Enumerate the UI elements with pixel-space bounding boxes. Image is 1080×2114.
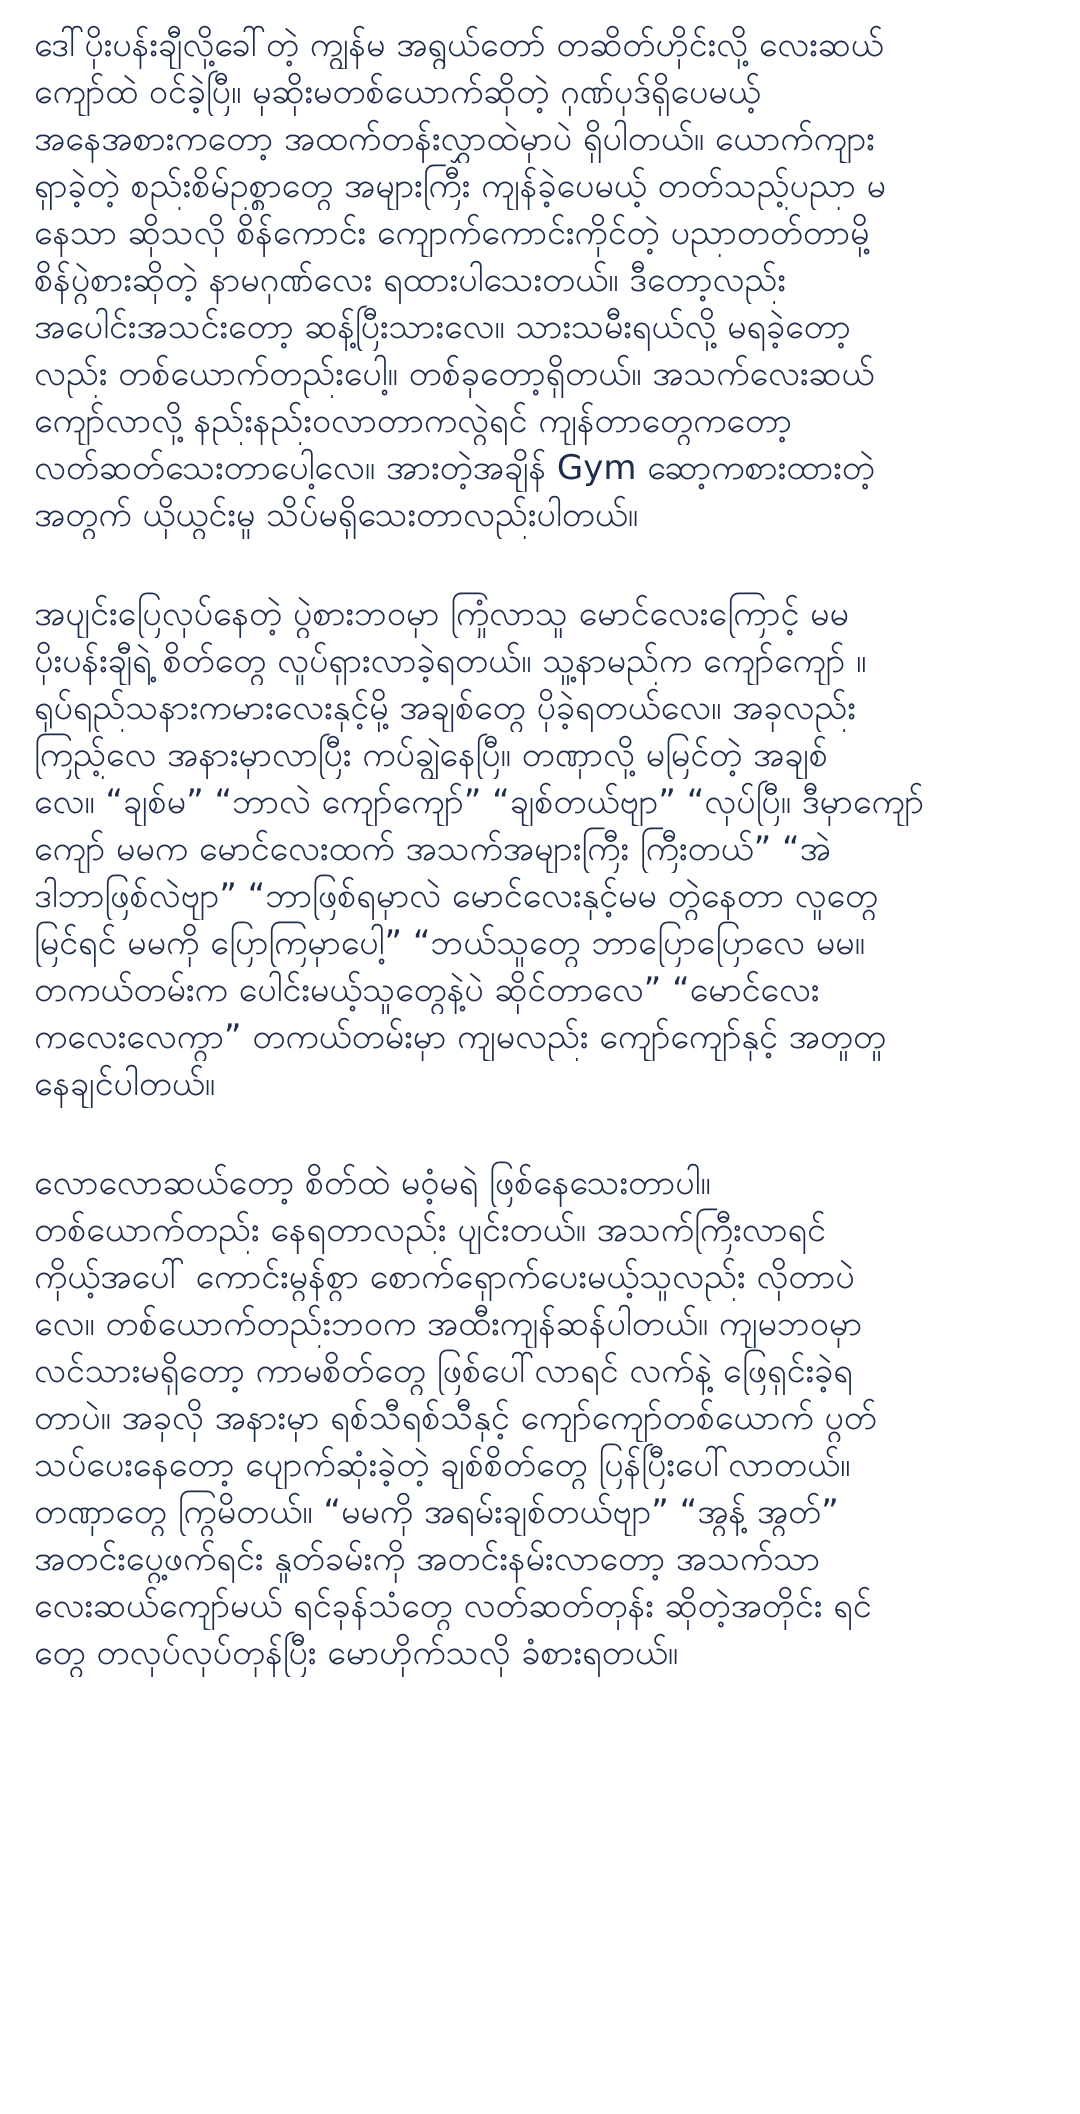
- text-line: ဒေါ်ပိုးပန်းချီလို့ခေါ်တဲ့ ကျွန်မ အရွယ်တော် တဆိတ်ဟိုင်းလို့ လေးဆယ်: [34, 25, 884, 65]
- text-line: နေသာ ဆိုသလို စိန်ကောင်း ကျောက်ကောင်းကိုင်တဲ့ ပညာတတ်တာမို့: [34, 213, 870, 253]
- text-line: တွေ တလုပ်လုပ်တုန်ပြီး မောဟိုက်သလို ခံစားရတယ်။: [34, 1633, 678, 1673]
- text-line: လောလောဆယ်တော့ စိတ်ထဲ မဝံ့မရဲ ဖြစ်နေသေးတာပါ။: [34, 1163, 711, 1203]
- text-line: တဏှာတွေ ကြွမိတယ်။ “မမကို အရမ်းချစ်တယ်ဗျာ” “အွန့် အွတ်”: [34, 1492, 839, 1532]
- text-line: တစ်ယောက်တည်း နေရတာလည်း ပျင်းတယ်။ အသက်ကြီးလာရင်: [34, 1210, 826, 1250]
- text-line: လေးဆယ်ကျော်မယ် ရင်ခုန်သံတွေ လတ်ဆတ်တုန်း ဆိုတဲ့အတိုင်း ရင်: [34, 1586, 872, 1626]
- text-line: ကျော်ထဲ ဝင်ခဲ့ပြီ။ မုဆိုးမတစ်ယောက်ဆိုတဲ့ ဂုဏ်ပုဒ်ရှိပေမယ့်: [34, 72, 761, 112]
- text-line: လတ်ဆတ်သေးတာပေါ့လေ။ အားတဲ့အချိန် Gym ဆော့ကစားထားတဲ့: [34, 448, 875, 488]
- text-line: ရှာခဲ့တဲ့ စည်းစိမ်ဥစ္စာတွေ အများကြီး ကျန်ခဲ့ပေမယ့် တတ်သည့်ပညာ မ: [34, 166, 886, 206]
- paragraph-1: [34, 22, 1050, 539]
- text-line: ကလေးလေကွာ” တကယ်တမ်းမှာ ကျမလည်း ကျော်ကျော်နှင့် အတူတူ: [34, 1017, 887, 1057]
- text-line: ပိုးပန်းချီရဲ့ စိတ်တွေ လှုပ်ရှားလာခဲ့ရတယ်။ သူ့နာမည်က ကျော်ကျော် ။: [34, 641, 867, 681]
- text-line: စိန်ပွဲစားဆိုတဲ့ နာမဂုဏ်လေး ရထားပါသေးတယ်။ ဒီတော့လည်း: [34, 260, 786, 300]
- text-line: အနေအစားကတော့ အထက်တန်းလွှာထဲမှာပဲ ရှိပါတယ်။ ယောက်ကျား: [34, 119, 875, 159]
- text-line: တာပဲ။ အခုလို အနားမှာ ရစ်သီရစ်သီနှင့် ကျော်ကျော်တစ်ယောက် ပွတ်: [34, 1398, 877, 1438]
- text-line: တကယ်တမ်းက ပေါင်းမယ့်သူတွေနဲ့ပဲ ဆိုင်တာလေ” “မောင်လေး: [34, 970, 820, 1010]
- text-line: ကိုယ့်အပေါ် ကောင်းမွန်စွာ စောက်ရှောက်ပေးမယ့်သူလည်း လိုတာပဲ: [34, 1257, 855, 1297]
- text-line: နေချင်ပါတယ်။: [34, 1064, 216, 1104]
- text-line: အပျင်းပြေလုပ်နေတဲ့ ပွဲစားဘဝမှာ ကြုံလာသူ မောင်လေးကြောင့် မမ: [34, 594, 849, 634]
- paragraph-2: [34, 591, 1050, 1108]
- text-line: လင်သားမရှိတော့ ကာမစိတ်တွေ ဖြစ်ပေါ်လာရင် လက်နဲ့ ဖြေရှင်းခဲ့ရ: [34, 1351, 853, 1391]
- text-line: ကြည့်လေ အနားမှာလာပြီး ကပ်ချွဲနေပြီ။ တဏှာလို့ မမြင်တဲ့ အချစ်: [34, 735, 828, 775]
- text-line: အပေါင်းအသင်းတော့ ဆန့်ပြီးသားလေ။ သားသမီးရယ်လို့ မရခဲ့တော့: [34, 307, 851, 347]
- text-line: သပ်ပေးနေတော့ ပျောက်ဆုံးခဲ့တဲ့ ချစ်စိတ်တွေ ပြန်ပြီးပေါ်လာတယ်။: [34, 1445, 851, 1485]
- text-line: လေ။ “ချစ်မ” “ဘာလဲ ကျော်ကျော်” “ချစ်တယ်ဗျာ” “လုပ်ပြီ။ ဒီမှာကျော်: [34, 782, 924, 822]
- text-line: လည်း တစ်ယောက်တည်းပေါ့။ တစ်ခုတော့ရှိတယ်။ အသက်လေးဆယ်: [34, 354, 875, 394]
- text-line: ကျော် မမက မောင်လေးထက် အသက်အများကြီး ကြီးတယ်” “အဲ: [34, 829, 831, 869]
- text-line: လေ။ တစ်ယောက်တည်းဘဝက အထီးကျန်ဆန်ပါတယ်။ ကျမဘဝမှာ: [34, 1304, 863, 1344]
- paragraph-3: [34, 1160, 1050, 1677]
- text-line: အတွက် ယိုယွင်းမှု သိပ်မရှိသေးတာလည်းပါတယ်။: [34, 495, 639, 535]
- text-line: ရုပ်ရည်သနားကမားလေးနှင့်မို့ အချစ်တွေ ပိုခဲ့ရတယ်လေ။ အခုလည်း: [34, 688, 856, 728]
- text-line: ဒါဘာဖြစ်လဲဗျာ” “ဘာဖြစ်ရမှာလဲ မောင်လေးနှင့်မမ တွဲနေတာ လူတွေ: [34, 876, 879, 916]
- text-line: အတင်းပွေ့ဖက်ရင်း နှုတ်ခမ်းကို အတင်းနမ်းလာတော့ အသက်သာ: [34, 1539, 820, 1579]
- text-line: ကျော်လာလို့ နည်းနည်းဝလာတာကလွဲရင် ကျန်တာတွေကတော့: [34, 401, 792, 441]
- text-line: မြင်ရင် မမကို ပြောကြမှာပေါ့” “ဘယ်သူတွေ ဘာပြောပြောလေ မမ။: [34, 923, 865, 963]
